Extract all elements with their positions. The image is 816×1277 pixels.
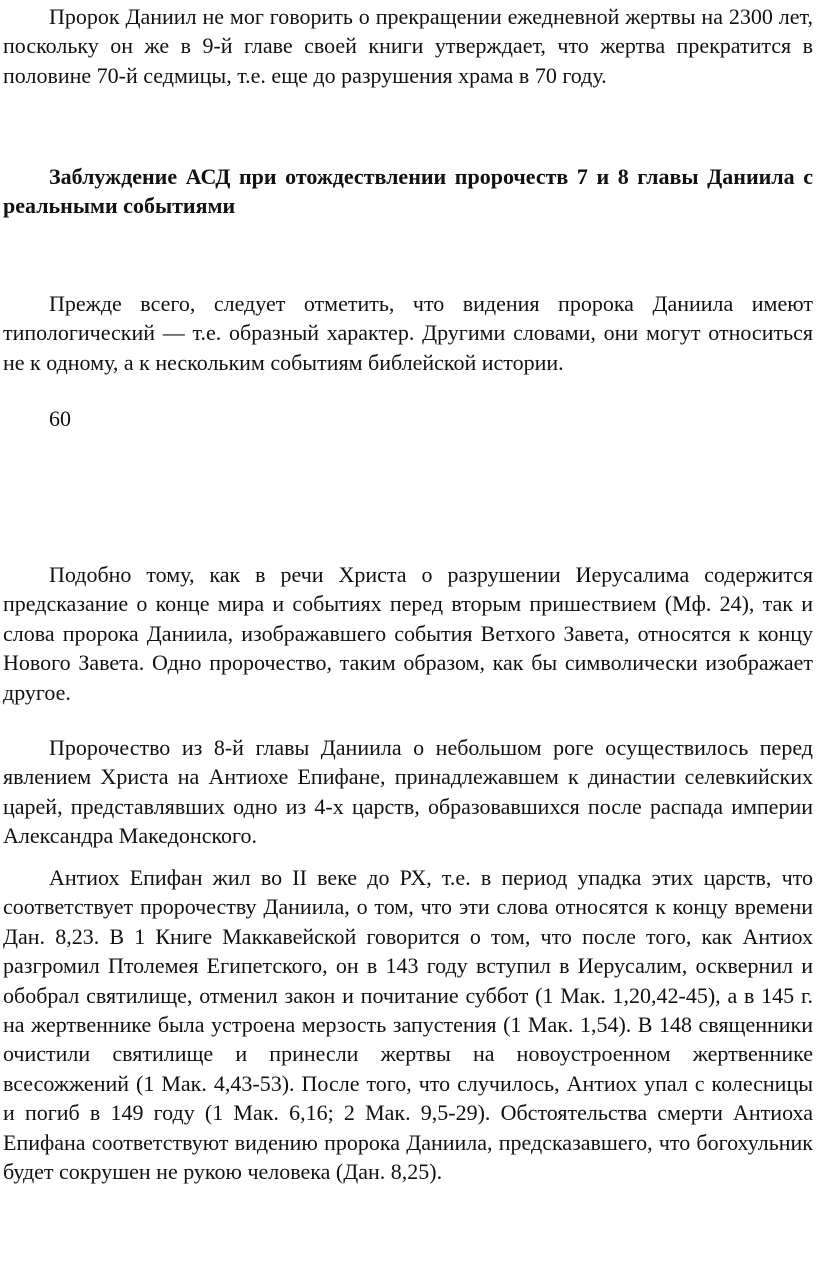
paragraph-small-horn: Пророчество из 8-й главы Даниила о небольшом роге осуществилось перед явлением Христа на Антиохе Епифане, принадлежавшем к династии селевкийских царей, представлявших одно из 4-х царств, образовавшихся после распада империи Александра Македонского. <box>3 735 813 849</box>
page-number: 60 <box>49 406 71 431</box>
paragraph-typological-visions: Прежде всего, следует отметить, что видения пророка Даниила имеют типологический — т.е. образный характер. Другими словами, они могут относиться не к одному, а к нескольким событиям библейской истории. <box>3 291 813 375</box>
paragraph-antiochus-epiphanes: Антиох Епифан жил во II веке до РХ, т.е. в период упадка этих царств, что соответствует пророчеству Даниила, о том, что эти слова относятся к концу времени Дан. 8,23. В 1 Книге Маккавейской говорится о том, что после того, как Антиох разгромил Птолемея Египетского, он в 143 году вступил в Иерусалим, осквернил и обобрал святилище, отменил закон и почитание суббот (1 Мак. 1,20,42-45), а в 145 г. на жертвеннике была устроена мерзость запустения (1 Мак. 1,54). В 148 священники очистили святилище и принесли жертвы на новоустроенном жертвеннике всесожжений (1 Мак. 4,43-53). После того, что случилось, Антиох упал с колесницы и погиб в 149 году (1 Мак. 6,16; 2 Мак. 9,5-29). Обстоятельства смерти Антиоха Епифана соответствуют видению пророка Даниила, предсказавшего, что богохульник будет сокрушен не рукою человека (Дан. 8,25). <box>3 865 813 1185</box>
section-heading: Заблуждение АСД при отождествлении пророчеств 7 и 8 главы Даниила с реальными событиями <box>3 164 813 219</box>
paragraph-daniel-sacrifice: Пророк Даниил не мог говорить о прекращении ежедневной жертвы на 2300 лет, поскольку он же в 9-й главе своей книги утверждает, что жертва прекратится в половине 70-й седмицы, т.е. еще до разрушения храма в 70 году. <box>3 4 813 88</box>
paragraph-christ-speech: Подобно тому, как в речи Христа о разрушении Иерусалима содержится предсказание о конце мира и событиях перед вторым пришествием (Мф. 24), так и слова пророка Даниила, изображавшего события Ветхого Завета, относятся к концу Нового Завета. Одно пророчество, таким образом, как бы символически изображает другое. <box>3 562 813 705</box>
